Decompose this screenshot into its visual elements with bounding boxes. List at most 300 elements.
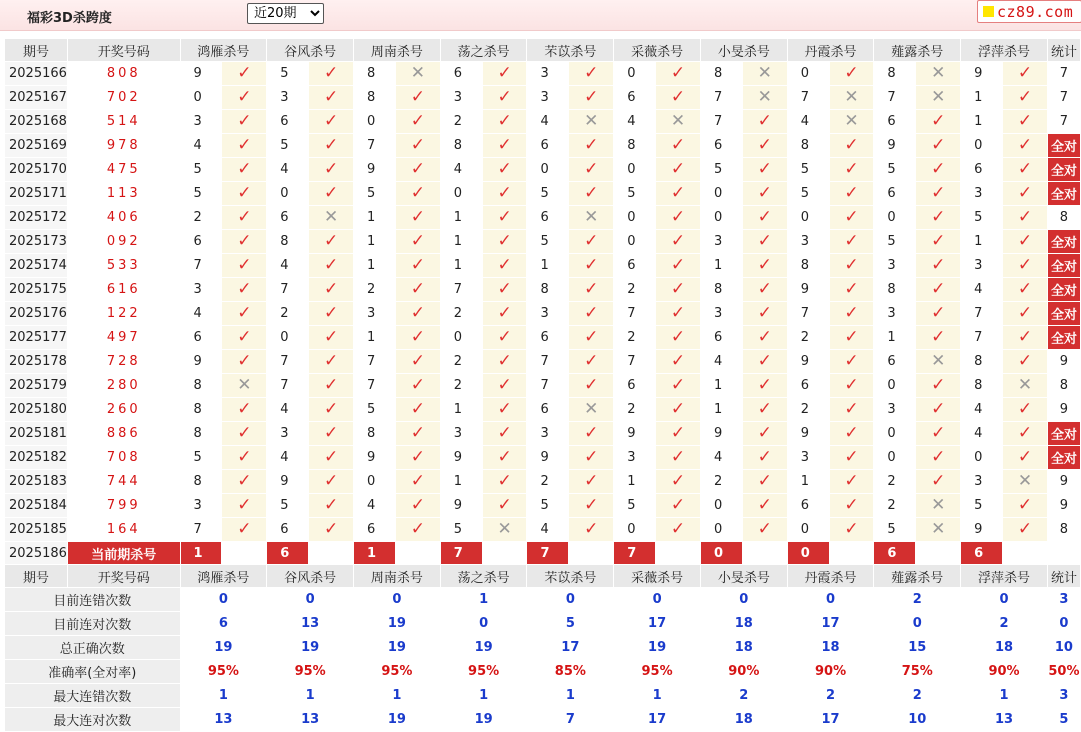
kill-number-cell: 3 bbox=[527, 62, 569, 86]
check-icon: ✓ bbox=[410, 183, 425, 203]
table-row bbox=[5, 494, 1081, 518]
hit-mark-cell bbox=[916, 422, 961, 446]
check-icon: ✓ bbox=[410, 135, 425, 155]
hit-mark-cell bbox=[1003, 134, 1048, 158]
kill-number-cell: 7 bbox=[354, 350, 396, 374]
hit-mark-cell bbox=[656, 446, 701, 470]
hit-mark-cell bbox=[569, 278, 614, 302]
hit-mark-cell bbox=[829, 254, 874, 278]
issue-cell: 2025168 bbox=[5, 110, 68, 134]
check-icon: ✓ bbox=[757, 447, 772, 467]
total-cell: 7 bbox=[1047, 86, 1080, 110]
kill-number-cell: 6 bbox=[614, 374, 656, 398]
hit-mark-cell bbox=[569, 350, 614, 374]
hit-mark-cell bbox=[395, 158, 440, 182]
draw-number-cell: 886 bbox=[67, 422, 180, 446]
kill-number-cell: 8 bbox=[874, 278, 916, 302]
draw-number-cell: 514 bbox=[67, 110, 180, 134]
check-icon: ✓ bbox=[1017, 87, 1033, 107]
cross-icon: ✕ bbox=[323, 207, 339, 227]
kill-number-cell: 1 bbox=[354, 206, 396, 230]
kill-number-cell: 3 bbox=[180, 110, 222, 134]
current-blank-cell bbox=[222, 542, 267, 565]
current-kill-number: 1 bbox=[180, 542, 222, 565]
cross-icon: ✕ bbox=[237, 375, 252, 395]
hit-mark-cell bbox=[829, 134, 874, 158]
stats-row bbox=[5, 684, 1081, 708]
kill-number-cell: 1 bbox=[527, 254, 569, 278]
kill-number-cell: 6 bbox=[180, 326, 222, 350]
kill-number-cell: 5 bbox=[180, 158, 222, 182]
stats-value: 18 bbox=[700, 708, 787, 732]
cross-icon: ✕ bbox=[931, 351, 946, 371]
hit-mark-cell bbox=[569, 230, 614, 254]
check-icon: ✓ bbox=[757, 375, 772, 395]
stats-total: 5 bbox=[1047, 708, 1080, 732]
draw-number-cell: 260 bbox=[67, 398, 180, 422]
kill-number-cell: 1 bbox=[961, 110, 1003, 134]
stats-value: 19 bbox=[354, 636, 441, 660]
kill-number-cell: 3 bbox=[440, 422, 482, 446]
kill-number-cell: 1 bbox=[961, 86, 1003, 110]
cross-icon: ✕ bbox=[1017, 471, 1033, 491]
kill-number-cell: 9 bbox=[180, 62, 222, 86]
hit-mark-cell bbox=[482, 374, 527, 398]
kill-number-cell: 7 bbox=[700, 110, 742, 134]
kill-number-cell: 8 bbox=[180, 422, 222, 446]
check-icon: ✓ bbox=[931, 447, 946, 467]
check-icon: ✓ bbox=[237, 207, 252, 227]
issue-cell: 2025172 bbox=[5, 206, 68, 230]
kill-number-cell: 9 bbox=[440, 446, 482, 470]
hit-mark-cell bbox=[742, 206, 787, 230]
kill-number-cell: 3 bbox=[527, 86, 569, 110]
check-icon: ✓ bbox=[670, 183, 686, 203]
kill-number-cell: 6 bbox=[614, 254, 656, 278]
table-header-row bbox=[5, 39, 1081, 62]
cross-icon: ✕ bbox=[931, 495, 946, 515]
check-icon: ✓ bbox=[844, 231, 859, 251]
kill-number-cell: 8 bbox=[354, 86, 396, 110]
check-icon: ✓ bbox=[670, 63, 686, 83]
check-icon: ✓ bbox=[410, 471, 425, 491]
kill-number-cell: 0 bbox=[700, 206, 742, 230]
hit-mark-cell bbox=[1003, 422, 1048, 446]
hit-mark-cell bbox=[656, 62, 701, 86]
hit-mark-cell bbox=[395, 518, 440, 542]
hit-mark-cell bbox=[482, 86, 527, 110]
check-icon: ✓ bbox=[497, 351, 512, 371]
draw-number-cell: 497 bbox=[67, 326, 180, 350]
stats-value: 0 bbox=[527, 588, 614, 612]
table-row bbox=[5, 446, 1081, 470]
stats-value: 1 bbox=[527, 684, 614, 708]
check-icon: ✓ bbox=[844, 63, 859, 83]
kill-number-cell: 7 bbox=[354, 374, 396, 398]
check-icon: ✓ bbox=[497, 159, 512, 179]
issue-cell: 2025169 bbox=[5, 134, 68, 158]
kill-number-cell: 9 bbox=[180, 350, 222, 374]
check-icon: ✓ bbox=[757, 519, 772, 539]
check-icon: ✓ bbox=[931, 207, 946, 227]
hit-mark-cell bbox=[916, 326, 961, 350]
stats-label: 目前连错次数 bbox=[5, 588, 181, 612]
stats-value: 10 bbox=[874, 708, 961, 732]
stats-row bbox=[5, 588, 1081, 612]
kill-number-cell: 4 bbox=[267, 398, 309, 422]
hit-mark-cell bbox=[482, 326, 527, 350]
hit-mark-cell bbox=[569, 494, 614, 518]
check-icon: ✓ bbox=[237, 423, 252, 443]
hit-mark-cell bbox=[482, 62, 527, 86]
hit-mark-cell bbox=[742, 350, 787, 374]
kill-number-cell: 0 bbox=[267, 182, 309, 206]
col-expert-header: 采薇杀号 bbox=[614, 39, 701, 62]
stats-value: 95% bbox=[180, 660, 267, 684]
hit-mark-cell bbox=[482, 158, 527, 182]
check-icon: ✓ bbox=[931, 375, 946, 395]
total-cell: 全对 bbox=[1047, 182, 1080, 206]
stats-value: 95% bbox=[440, 660, 527, 684]
check-icon: ✓ bbox=[584, 183, 599, 203]
stats-value: 18 bbox=[700, 612, 787, 636]
check-icon: ✓ bbox=[410, 159, 425, 179]
check-icon: ✓ bbox=[237, 183, 252, 203]
hit-mark-cell bbox=[569, 86, 614, 110]
check-icon: ✓ bbox=[757, 279, 772, 299]
current-total-blank bbox=[1047, 542, 1080, 565]
stats-value: 2 bbox=[787, 684, 874, 708]
check-icon: ✓ bbox=[844, 207, 859, 227]
hit-mark-cell bbox=[916, 278, 961, 302]
check-icon: ✓ bbox=[1017, 447, 1033, 467]
col-expert-header: 鸿雁杀号 bbox=[180, 565, 267, 588]
hit-mark-cell bbox=[395, 254, 440, 278]
hit-mark-cell bbox=[569, 326, 614, 350]
check-icon: ✓ bbox=[844, 183, 859, 203]
hit-mark-cell bbox=[222, 206, 267, 230]
col-draw-header: 开奖号码 bbox=[67, 565, 180, 588]
hit-mark-cell bbox=[1003, 230, 1048, 254]
hit-mark-cell bbox=[482, 302, 527, 326]
check-icon: ✓ bbox=[584, 495, 599, 515]
hit-mark-cell bbox=[1003, 254, 1048, 278]
check-icon: ✓ bbox=[497, 279, 512, 299]
check-icon: ✓ bbox=[844, 447, 859, 467]
stats-value: 1 bbox=[440, 588, 527, 612]
issue-cell: 2025181 bbox=[5, 422, 68, 446]
draw-number-cell: 406 bbox=[67, 206, 180, 230]
check-icon: ✓ bbox=[497, 471, 512, 491]
stats-value: 7 bbox=[527, 708, 614, 732]
check-icon: ✓ bbox=[410, 351, 425, 371]
hit-mark-cell bbox=[656, 350, 701, 374]
hit-mark-cell bbox=[482, 182, 527, 206]
stats-label: 目前连对次数 bbox=[5, 612, 181, 636]
kill-number-cell: 0 bbox=[180, 86, 222, 110]
hit-mark-cell bbox=[656, 326, 701, 350]
kill-number-cell: 8 bbox=[267, 230, 309, 254]
current-kill-label: 当前期杀号 bbox=[67, 542, 180, 565]
hit-mark-cell bbox=[656, 422, 701, 446]
check-icon: ✓ bbox=[844, 135, 859, 155]
hit-mark-cell bbox=[742, 86, 787, 110]
hit-mark-cell bbox=[482, 134, 527, 158]
hit-mark-cell bbox=[395, 206, 440, 230]
kill-number-cell: 1 bbox=[700, 398, 742, 422]
issue-cell: 2025175 bbox=[5, 278, 68, 302]
period-select[interactable] bbox=[247, 3, 324, 24]
stats-value: 15 bbox=[874, 636, 961, 660]
kill-number-cell: 5 bbox=[961, 206, 1003, 230]
kill-number-cell: 7 bbox=[180, 518, 222, 542]
hit-mark-cell bbox=[309, 326, 354, 350]
check-icon: ✓ bbox=[757, 303, 772, 323]
stats-label: 准确率(全对率) bbox=[5, 660, 181, 684]
kill-number-cell: 9 bbox=[527, 446, 569, 470]
kill-number-cell: 4 bbox=[961, 278, 1003, 302]
kill-number-cell: 1 bbox=[440, 206, 482, 230]
kill-number-cell: 9 bbox=[787, 422, 829, 446]
check-icon: ✓ bbox=[410, 495, 425, 515]
hit-mark-cell bbox=[829, 470, 874, 494]
hit-mark-cell bbox=[395, 62, 440, 86]
kill-span-table bbox=[4, 38, 1081, 732]
hit-mark-cell bbox=[656, 494, 701, 518]
total-cell: 9 bbox=[1047, 494, 1080, 518]
stats-value: 2 bbox=[961, 612, 1048, 636]
issue-cell: 2025171 bbox=[5, 182, 68, 206]
check-icon: ✓ bbox=[497, 327, 512, 347]
stats-value: 19 bbox=[440, 708, 527, 732]
hit-mark-cell bbox=[569, 62, 614, 86]
kill-number-cell: 5 bbox=[614, 494, 656, 518]
check-icon: ✓ bbox=[323, 327, 339, 347]
kill-number-cell: 5 bbox=[874, 230, 916, 254]
kill-number-cell: 6 bbox=[614, 86, 656, 110]
hit-mark-cell bbox=[222, 326, 267, 350]
kill-number-cell: 1 bbox=[961, 230, 1003, 254]
check-icon: ✓ bbox=[670, 399, 686, 419]
kill-number-cell: 0 bbox=[787, 518, 829, 542]
check-icon: ✓ bbox=[1017, 207, 1033, 227]
kill-number-cell: 0 bbox=[700, 518, 742, 542]
table-row bbox=[5, 326, 1081, 350]
hit-mark-cell bbox=[916, 182, 961, 206]
current-blank-cell bbox=[395, 542, 440, 565]
hit-mark-cell bbox=[222, 350, 267, 374]
cross-icon: ✕ bbox=[1017, 375, 1033, 395]
kill-number-cell: 6 bbox=[527, 326, 569, 350]
hit-mark-cell bbox=[742, 446, 787, 470]
check-icon: ✓ bbox=[844, 279, 859, 299]
hit-mark-cell bbox=[395, 446, 440, 470]
kill-number-cell: 4 bbox=[180, 134, 222, 158]
check-icon: ✓ bbox=[1017, 231, 1033, 251]
kill-number-cell: 2 bbox=[527, 470, 569, 494]
kill-number-cell: 5 bbox=[700, 158, 742, 182]
total-cell: 全对 bbox=[1047, 446, 1080, 470]
check-icon: ✓ bbox=[757, 471, 772, 491]
check-icon: ✓ bbox=[237, 87, 252, 107]
kill-number-cell: 3 bbox=[354, 302, 396, 326]
hit-mark-cell bbox=[309, 134, 354, 158]
check-icon: ✓ bbox=[410, 231, 425, 251]
hit-mark-cell bbox=[1003, 110, 1048, 134]
kill-number-cell: 6 bbox=[527, 134, 569, 158]
kill-number-cell: 4 bbox=[440, 158, 482, 182]
col-expert-header: 荡之杀号 bbox=[440, 39, 527, 62]
stats-value: 2 bbox=[874, 588, 961, 612]
hit-mark-cell bbox=[309, 302, 354, 326]
cross-icon: ✕ bbox=[584, 399, 599, 419]
check-icon: ✓ bbox=[497, 231, 512, 251]
site-logo[interactable] bbox=[977, 0, 1081, 23]
total-cell: 全对 bbox=[1047, 326, 1080, 350]
hit-mark-cell bbox=[829, 422, 874, 446]
total-cell: 7 bbox=[1047, 110, 1080, 134]
stats-value: 17 bbox=[614, 612, 701, 636]
check-icon: ✓ bbox=[323, 63, 339, 83]
kill-number-cell: 1 bbox=[440, 254, 482, 278]
check-icon: ✓ bbox=[1017, 303, 1033, 323]
hit-mark-cell bbox=[569, 254, 614, 278]
kill-number-cell: 3 bbox=[961, 470, 1003, 494]
hit-mark-cell bbox=[742, 230, 787, 254]
kill-number-cell: 3 bbox=[700, 302, 742, 326]
kill-number-cell: 3 bbox=[787, 446, 829, 470]
hit-mark-cell bbox=[829, 86, 874, 110]
col-expert-header: 谷风杀号 bbox=[267, 565, 354, 588]
check-icon: ✓ bbox=[584, 231, 599, 251]
check-icon: ✓ bbox=[670, 327, 686, 347]
stats-total: 50% bbox=[1047, 660, 1080, 684]
stats-value: 0 bbox=[180, 588, 267, 612]
table-row bbox=[5, 254, 1081, 278]
check-icon: ✓ bbox=[670, 495, 686, 515]
stats-value: 1 bbox=[961, 684, 1048, 708]
hit-mark-cell bbox=[916, 158, 961, 182]
kill-number-cell: 3 bbox=[180, 278, 222, 302]
hit-mark-cell bbox=[1003, 278, 1048, 302]
check-icon: ✓ bbox=[497, 63, 512, 83]
stats-value: 0 bbox=[354, 588, 441, 612]
stats-value: 19 bbox=[354, 708, 441, 732]
kill-number-cell: 2 bbox=[874, 494, 916, 518]
hit-mark-cell bbox=[656, 254, 701, 278]
current-kill-number: 0 bbox=[787, 542, 829, 565]
check-icon: ✓ bbox=[931, 111, 946, 131]
stats-value: 1 bbox=[440, 684, 527, 708]
hit-mark-cell bbox=[222, 398, 267, 422]
stats-value: 95% bbox=[354, 660, 441, 684]
table-row bbox=[5, 110, 1081, 134]
hit-mark-cell bbox=[569, 134, 614, 158]
kill-number-cell: 2 bbox=[440, 350, 482, 374]
hit-mark-cell bbox=[395, 326, 440, 350]
hit-mark-cell bbox=[742, 62, 787, 86]
kill-number-cell: 3 bbox=[267, 86, 309, 110]
draw-number-cell: 113 bbox=[67, 182, 180, 206]
check-icon: ✓ bbox=[323, 471, 339, 491]
top-bar bbox=[0, 0, 1081, 31]
check-icon: ✓ bbox=[584, 135, 599, 155]
kill-number-cell: 0 bbox=[961, 446, 1003, 470]
current-kill-number: 0 bbox=[700, 542, 742, 565]
check-icon: ✓ bbox=[584, 375, 599, 395]
hit-mark-cell bbox=[742, 374, 787, 398]
kill-number-cell: 9 bbox=[354, 158, 396, 182]
cross-icon: ✕ bbox=[931, 519, 946, 539]
hit-mark-cell bbox=[1003, 206, 1048, 230]
logo-square-icon bbox=[983, 6, 994, 17]
kill-number-cell: 7 bbox=[527, 374, 569, 398]
cross-icon: ✕ bbox=[931, 63, 946, 83]
kill-number-cell: 3 bbox=[527, 302, 569, 326]
draw-number-cell: 533 bbox=[67, 254, 180, 278]
check-icon: ✓ bbox=[757, 351, 772, 371]
hit-mark-cell bbox=[742, 422, 787, 446]
check-icon: ✓ bbox=[497, 303, 512, 323]
col-expert-header: 小旻杀号 bbox=[700, 39, 787, 62]
kill-number-cell: 0 bbox=[527, 158, 569, 182]
kill-number-cell: 4 bbox=[961, 398, 1003, 422]
kill-number-cell: 6 bbox=[267, 518, 309, 542]
hit-mark-cell bbox=[569, 110, 614, 134]
stats-value: 90% bbox=[787, 660, 874, 684]
kill-number-cell: 7 bbox=[527, 350, 569, 374]
kill-number-cell: 4 bbox=[267, 158, 309, 182]
hit-mark-cell bbox=[1003, 158, 1048, 182]
check-icon: ✓ bbox=[237, 111, 252, 131]
hit-mark-cell bbox=[916, 470, 961, 494]
check-icon: ✓ bbox=[323, 399, 339, 419]
issue-cell: 2025183 bbox=[5, 470, 68, 494]
kill-number-cell: 6 bbox=[267, 206, 309, 230]
check-icon: ✓ bbox=[497, 111, 512, 131]
stats-total: 0 bbox=[1047, 612, 1080, 636]
kill-number-cell: 5 bbox=[874, 518, 916, 542]
check-icon: ✓ bbox=[670, 231, 686, 251]
kill-number-cell: 5 bbox=[527, 182, 569, 206]
total-cell: 全对 bbox=[1047, 278, 1080, 302]
stats-value: 19 bbox=[440, 636, 527, 660]
kill-number-cell: 2 bbox=[440, 374, 482, 398]
issue-cell: 2025167 bbox=[5, 86, 68, 110]
hit-mark-cell bbox=[222, 302, 267, 326]
hit-mark-cell bbox=[1003, 302, 1048, 326]
hit-mark-cell bbox=[482, 278, 527, 302]
table-row bbox=[5, 518, 1081, 542]
check-icon: ✓ bbox=[323, 423, 339, 443]
total-cell: 7 bbox=[1047, 62, 1080, 86]
kill-number-cell: 9 bbox=[787, 278, 829, 302]
check-icon: ✓ bbox=[757, 255, 772, 275]
stats-total: 10 bbox=[1047, 636, 1080, 660]
hit-mark-cell bbox=[395, 494, 440, 518]
current-blank-cell bbox=[1003, 542, 1048, 565]
check-icon: ✓ bbox=[844, 303, 859, 323]
stats-value: 13 bbox=[961, 708, 1048, 732]
hit-mark-cell bbox=[395, 182, 440, 206]
kill-number-cell: 8 bbox=[614, 134, 656, 158]
stats-value: 13 bbox=[180, 708, 267, 732]
kill-number-cell: 2 bbox=[440, 302, 482, 326]
check-icon: ✓ bbox=[584, 87, 599, 107]
kill-number-cell: 8 bbox=[440, 134, 482, 158]
check-icon: ✓ bbox=[844, 159, 859, 179]
total-cell: 9 bbox=[1047, 350, 1080, 374]
